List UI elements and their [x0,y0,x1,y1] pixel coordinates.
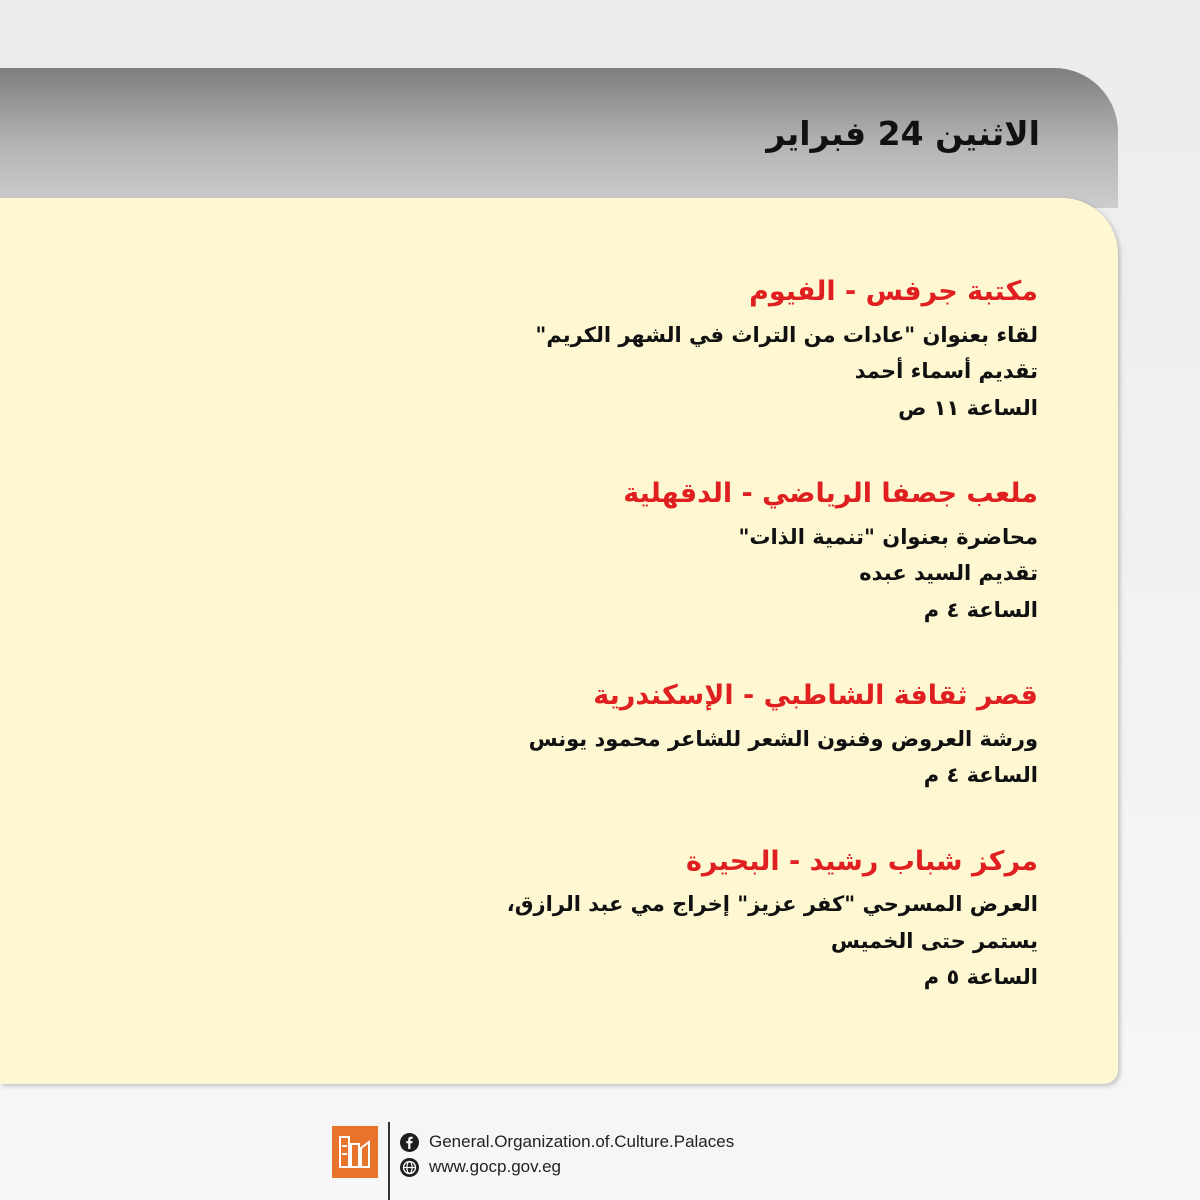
website-text: www.gocp.gov.eg [429,1157,561,1176]
event-description: ورشة العروض وفنون الشعر للشاعر محمود يونس [528,726,1038,751]
footer [332,1122,772,1200]
website-link[interactable] [400,1155,561,1179]
facebook-text: General.Organization.of.Culture.Palaces [429,1132,735,1151]
event-time: الساعة ٤ م [923,597,1038,622]
facebook-icon [400,1133,419,1152]
event-time: الساعة ١١ ص [898,395,1038,420]
organization-logo [332,1126,378,1178]
event-presenter: تقديم السيد عبده [859,561,1038,586]
event-item [238,842,1038,996]
facebook-link[interactable] [400,1130,734,1154]
event-time: الساعة ٥ م [923,965,1038,990]
event-item [238,272,1038,426]
event-item [238,474,1038,628]
event-venue: مركز شباب رشيد - البحيرة [685,845,1038,877]
event-venue: مكتبة جرفس - الفيوم [749,276,1038,307]
event-description: محاضرة بعنوان "تنمية الذات" [738,524,1038,549]
event-item [238,676,1038,794]
events-list [238,272,1038,996]
event-venue: قصر ثقافة الشاطبي - الإسكندرية [593,680,1038,712]
globe-icon [400,1158,419,1177]
event-description: لقاء بعنوان "عادات من التراث في الشهر الكريم" [535,322,1038,347]
event-note: يستمر حتى الخميس [830,928,1038,953]
event-description: العرض المسرحي "كفر عزيز" إخراج مي عبد الرازق، [506,892,1038,917]
event-venue: ملعب جصفا الرياضي - الدقهلية [623,478,1038,510]
footer-divider [388,1122,390,1200]
logo-mark-icon [338,1134,372,1170]
event-time: الساعة ٤ م [923,763,1038,788]
event-presenter: تقديم أسماء أحمد [854,359,1038,384]
date-title: الاثنين 24 فبراير [766,114,1040,153]
